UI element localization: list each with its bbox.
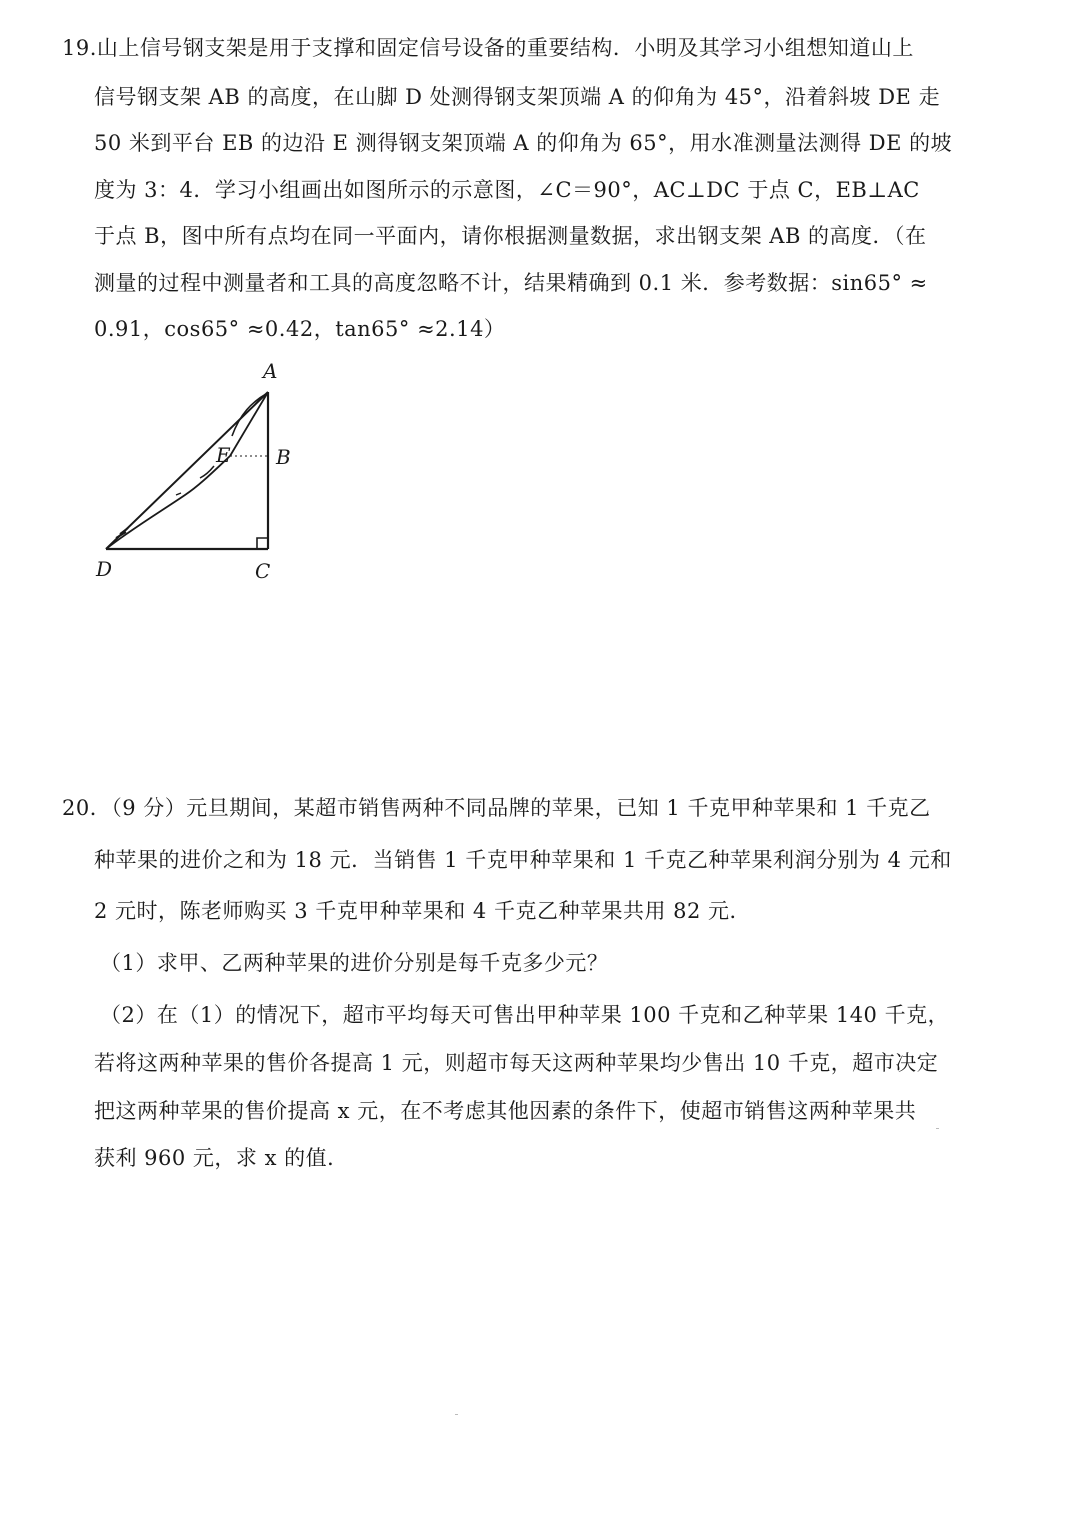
scan-speck — [455, 1414, 458, 1415]
q20-line-1: 20．（9 分）元旦期间，某超市销售两种不同品牌的苹果，已知 1 千克甲种苹果和 1 千克乙 — [62, 796, 931, 820]
scan-speck — [936, 1128, 939, 1129]
right-angle-marker — [257, 538, 268, 549]
q20-part-2-line-1: （2）在（1）的情况下，超市平均每天可售出甲种苹果 100 千克和乙种苹果 140 千克， — [100, 1003, 950, 1027]
label-b: B — [276, 445, 291, 469]
q19-line-1: 19.山上信号钢支架是用于支撑和固定信号设备的重要结构．小明及其学习小组想知道山上 — [62, 36, 914, 60]
figure-svg — [90, 352, 310, 592]
segment-da — [106, 392, 268, 549]
label-c: C — [255, 559, 271, 583]
q19-line-6: 测量的过程中测量者和工具的高度忽略不计，结果精确到 0.1 米．参考数据：sin65° ≈ — [94, 271, 928, 295]
q20-part-2-line-2: 若将这两种苹果的售价各提高 1 元，则超市每天这两种苹果均少售出 10 千克，超市决定 — [94, 1051, 939, 1075]
sketch-arc — [232, 394, 266, 436]
label-a: A — [263, 359, 278, 383]
q19-line-4: 度为 3：4．学习小组画出如图所示的示意图，∠C＝90°，AC⊥DC 于点 C，EB⊥AC — [94, 178, 920, 202]
q20-part-2-line-4: 获利 960 元，求 x 的值． — [94, 1146, 349, 1170]
q20-line-2: 种苹果的进价之和为 18 元．当销售 1 千克甲种苹果和 1 千克乙种苹果利润分别为 4 元和 — [94, 848, 952, 872]
label-d: D — [96, 557, 113, 581]
q19-line-2: 信号钢支架 AB 的高度，在山脚 D 处测得钢支架顶端 A 的仰角为 45°，沿着斜坡 DE 走 — [94, 85, 941, 109]
sketch-mark-2 — [176, 493, 181, 495]
q20-part-2-line-3: 把这两种苹果的售价提高 x 元，在不考虑其他因素的条件下，使超市销售这两种苹果共 — [94, 1099, 917, 1123]
geometry-figure — [90, 352, 310, 592]
q20-line-3: 2 元时，陈老师购买 3 千克甲种苹果和 4 千克乙种苹果共用 82 元． — [94, 899, 752, 923]
q19-line-5: 于点 B，图中所有点均在同一平面内，请你根据测量数据，求出钢支架 AB 的高度．（在 — [94, 224, 927, 248]
q19-line-3: 50 米到平台 EB 的边沿 E 测得钢支架顶端 A 的仰角为 65°，用水准测量法测得 DE 的坡 — [94, 131, 953, 155]
q20-part-1: （1）求甲、乙两种苹果的进价分别是每千克多少元？ — [100, 951, 609, 975]
q19-line-7: 0.91，cos65° ≈0.42，tan65° ≈2.14） — [94, 317, 506, 341]
label-e: E — [216, 443, 231, 467]
